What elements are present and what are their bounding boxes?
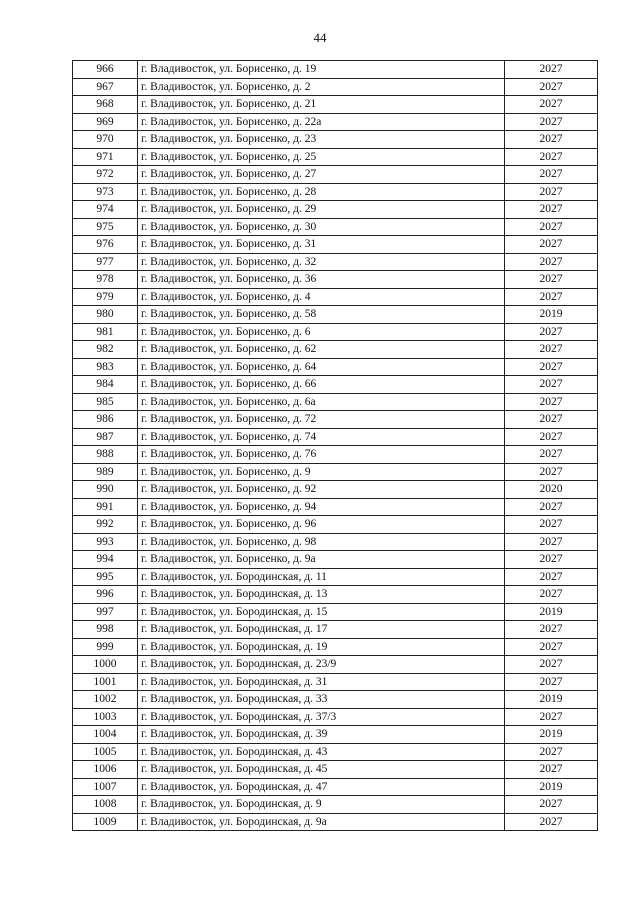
- table-row: [73, 761, 598, 779]
- table-row: [73, 586, 598, 604]
- address-cell: г. Владивосток, ул. Борисенко, д. 72: [138, 411, 505, 429]
- address-cell: г. Владивосток, ул. Бородинская, д. 17: [138, 621, 505, 639]
- table-row: [73, 691, 598, 709]
- address-cell: г. Владивосток, ул. Борисенко, д. 21: [138, 96, 505, 114]
- table-row: [73, 498, 598, 516]
- table-row: [73, 183, 598, 201]
- row-number-cell: 966: [73, 61, 138, 79]
- row-number-cell: 980: [73, 306, 138, 324]
- address-cell: г. Владивосток, ул. Борисенко, д. 6: [138, 323, 505, 341]
- address-cell: г. Владивосток, ул. Борисенко, д. 98: [138, 533, 505, 551]
- table-row: [73, 516, 598, 534]
- year-cell: 2027: [505, 218, 598, 236]
- year-cell: 2027: [505, 96, 598, 114]
- address-cell: г. Владивосток, ул. Бородинская, д. 39: [138, 726, 505, 744]
- row-number-cell: 1000: [73, 656, 138, 674]
- year-cell: 2027: [505, 516, 598, 534]
- year-cell: 2027: [505, 201, 598, 219]
- year-cell: 2027: [505, 638, 598, 656]
- row-number-cell: 1005: [73, 743, 138, 761]
- address-cell: г. Владивосток, ул. Борисенко, д. 29: [138, 201, 505, 219]
- year-cell: 2027: [505, 498, 598, 516]
- year-cell: 2027: [505, 341, 598, 359]
- address-cell: г. Владивосток, ул. Борисенко, д. 94: [138, 498, 505, 516]
- year-cell: 2019: [505, 778, 598, 796]
- table-row: [73, 533, 598, 551]
- address-cell: г. Владивосток, ул. Борисенко, д. 32: [138, 253, 505, 271]
- address-cell: г. Владивосток, ул. Бородинская, д. 33: [138, 691, 505, 709]
- address-cell: г. Владивосток, ул. Бородинская, д. 23/9: [138, 656, 505, 674]
- year-cell: 2027: [505, 393, 598, 411]
- year-cell: 2019: [505, 726, 598, 744]
- table-row: [73, 393, 598, 411]
- table-row: [73, 306, 598, 324]
- table-row: [73, 621, 598, 639]
- row-number-cell: 991: [73, 498, 138, 516]
- year-cell: 2027: [505, 358, 598, 376]
- address-cell: г. Владивосток, ул. Борисенко, д. 62: [138, 341, 505, 359]
- year-cell: 2027: [505, 288, 598, 306]
- table-row: [73, 708, 598, 726]
- row-number-cell: 973: [73, 183, 138, 201]
- table-row: [73, 253, 598, 271]
- row-number-cell: 987: [73, 428, 138, 446]
- table-row: [73, 323, 598, 341]
- year-cell: 2027: [505, 411, 598, 429]
- address-cell: г. Владивосток, ул. Борисенко, д. 22а: [138, 113, 505, 131]
- table-row: [73, 148, 598, 166]
- table-row: [73, 271, 598, 289]
- year-cell: 2019: [505, 691, 598, 709]
- year-cell: 2019: [505, 603, 598, 621]
- year-cell: 2027: [505, 113, 598, 131]
- year-cell: 2027: [505, 463, 598, 481]
- address-cell: г. Владивосток, ул. Бородинская, д. 43: [138, 743, 505, 761]
- row-number-cell: 1006: [73, 761, 138, 779]
- address-cell: г. Владивосток, ул. Борисенко, д. 92: [138, 481, 505, 499]
- year-cell: 2027: [505, 78, 598, 96]
- year-cell: 2027: [505, 166, 598, 184]
- row-number-cell: 986: [73, 411, 138, 429]
- address-cell: г. Владивосток, ул. Борисенко, д. 76: [138, 446, 505, 464]
- address-cell: г. Владивосток, ул. Бородинская, д. 37/3: [138, 708, 505, 726]
- row-number-cell: 1002: [73, 691, 138, 709]
- table-row: [73, 673, 598, 691]
- row-number-cell: 1007: [73, 778, 138, 796]
- table-row: [73, 481, 598, 499]
- row-number-cell: 968: [73, 96, 138, 114]
- address-cell: г. Владивосток, ул. Борисенко, д. 74: [138, 428, 505, 446]
- year-cell: 2027: [505, 533, 598, 551]
- row-number-cell: 990: [73, 481, 138, 499]
- row-number-cell: 972: [73, 166, 138, 184]
- table-body: [73, 61, 598, 831]
- address-cell: г. Владивосток, ул. Бородинская, д. 13: [138, 586, 505, 604]
- table-row: [73, 131, 598, 149]
- year-cell: 2027: [505, 761, 598, 779]
- row-number-cell: 970: [73, 131, 138, 149]
- table-row: [73, 61, 598, 79]
- year-cell: 2027: [505, 271, 598, 289]
- address-cell: г. Владивосток, ул. Борисенко, д. 58: [138, 306, 505, 324]
- row-number-cell: 1003: [73, 708, 138, 726]
- address-cell: г. Владивосток, ул. Борисенко, д. 64: [138, 358, 505, 376]
- address-cell: г. Владивосток, ул. Бородинская, д. 45: [138, 761, 505, 779]
- row-number-cell: 992: [73, 516, 138, 534]
- address-cell: г. Владивосток, ул. Борисенко, д. 19: [138, 61, 505, 79]
- address-cell: г. Владивосток, ул. Бородинская, д. 19: [138, 638, 505, 656]
- year-cell: 2027: [505, 148, 598, 166]
- row-number-cell: 978: [73, 271, 138, 289]
- table-row: [73, 551, 598, 569]
- address-cell: г. Владивосток, ул. Борисенко, д. 31: [138, 236, 505, 254]
- row-number-cell: 983: [73, 358, 138, 376]
- row-number-cell: 989: [73, 463, 138, 481]
- year-cell: 2027: [505, 61, 598, 79]
- table-row: [73, 743, 598, 761]
- row-number-cell: 1001: [73, 673, 138, 691]
- address-cell: г. Владивосток, ул. Борисенко, д. 66: [138, 376, 505, 394]
- table-row: [73, 113, 598, 131]
- year-cell: 2027: [505, 323, 598, 341]
- table-row: [73, 166, 598, 184]
- year-cell: 2027: [505, 236, 598, 254]
- address-cell: г. Владивосток, ул. Бородинская, д. 31: [138, 673, 505, 691]
- row-number-cell: 974: [73, 201, 138, 219]
- table-row: [73, 428, 598, 446]
- address-cell: г. Владивосток, ул. Борисенко, д. 28: [138, 183, 505, 201]
- table-row: [73, 796, 598, 814]
- year-cell: 2027: [505, 796, 598, 814]
- year-cell: 2027: [505, 586, 598, 604]
- year-cell: 2027: [505, 376, 598, 394]
- table-row: [73, 656, 598, 674]
- table-row: [73, 96, 598, 114]
- row-number-cell: 979: [73, 288, 138, 306]
- row-number-cell: 993: [73, 533, 138, 551]
- table-row: [73, 201, 598, 219]
- row-number-cell: 999: [73, 638, 138, 656]
- address-cell: г. Владивосток, ул. Борисенко, д. 25: [138, 148, 505, 166]
- address-cell: г. Владивосток, ул. Борисенко, д. 36: [138, 271, 505, 289]
- row-number-cell: 976: [73, 236, 138, 254]
- address-table: [72, 60, 598, 831]
- table-row: [73, 568, 598, 586]
- table-row: [73, 638, 598, 656]
- table-row: [73, 376, 598, 394]
- year-cell: 2027: [505, 568, 598, 586]
- row-number-cell: 969: [73, 113, 138, 131]
- table-row: [73, 411, 598, 429]
- row-number-cell: 971: [73, 148, 138, 166]
- year-cell: 2027: [505, 253, 598, 271]
- address-cell: г. Владивосток, ул. Бородинская, д. 15: [138, 603, 505, 621]
- year-cell: 2027: [505, 813, 598, 831]
- year-cell: 2027: [505, 743, 598, 761]
- row-number-cell: 988: [73, 446, 138, 464]
- row-number-cell: 996: [73, 586, 138, 604]
- year-cell: 2027: [505, 183, 598, 201]
- table-row: [73, 358, 598, 376]
- row-number-cell: 994: [73, 551, 138, 569]
- row-number-cell: 967: [73, 78, 138, 96]
- table-row: [73, 236, 598, 254]
- row-number-cell: 977: [73, 253, 138, 271]
- table-row: [73, 78, 598, 96]
- year-cell: 2027: [505, 551, 598, 569]
- address-cell: г. Владивосток, ул. Бородинская, д. 9а: [138, 813, 505, 831]
- year-cell: 2020: [505, 481, 598, 499]
- row-number-cell: 975: [73, 218, 138, 236]
- address-cell: г. Владивосток, ул. Борисенко, д. 30: [138, 218, 505, 236]
- row-number-cell: 984: [73, 376, 138, 394]
- address-cell: г. Владивосток, ул. Борисенко, д. 9: [138, 463, 505, 481]
- row-number-cell: 981: [73, 323, 138, 341]
- row-number-cell: 982: [73, 341, 138, 359]
- table-row: [73, 218, 598, 236]
- row-number-cell: 998: [73, 621, 138, 639]
- year-cell: 2027: [505, 131, 598, 149]
- row-number-cell: 997: [73, 603, 138, 621]
- page-number: 44: [313, 30, 327, 45]
- year-cell: 2027: [505, 621, 598, 639]
- address-cell: г. Владивосток, ул. Бородинская, д. 11: [138, 568, 505, 586]
- table-row: [73, 341, 598, 359]
- table-row: [73, 603, 598, 621]
- row-number-cell: 1008: [73, 796, 138, 814]
- address-cell: г. Владивосток, ул. Борисенко, д. 6а: [138, 393, 505, 411]
- address-cell: г. Владивосток, ул. Бородинская, д. 9: [138, 796, 505, 814]
- address-cell: г. Владивосток, ул. Борисенко, д. 27: [138, 166, 505, 184]
- row-number-cell: 1009: [73, 813, 138, 831]
- row-number-cell: 985: [73, 393, 138, 411]
- row-number-cell: 1004: [73, 726, 138, 744]
- address-cell: г. Владивосток, ул. Борисенко, д. 23: [138, 131, 505, 149]
- address-cell: г. Владивосток, ул. Борисенко, д. 96: [138, 516, 505, 534]
- row-number-cell: 995: [73, 568, 138, 586]
- year-cell: 2027: [505, 673, 598, 691]
- table-row: [73, 726, 598, 744]
- table-row: [73, 288, 598, 306]
- year-cell: 2027: [505, 708, 598, 726]
- address-cell: г. Владивосток, ул. Бородинская, д. 47: [138, 778, 505, 796]
- table-row: [73, 463, 598, 481]
- table-row: [73, 446, 598, 464]
- year-cell: 2027: [505, 428, 598, 446]
- table-row: [73, 778, 598, 796]
- table-row: [73, 813, 598, 831]
- address-cell: г. Владивосток, ул. Борисенко, д. 9а: [138, 551, 505, 569]
- year-cell: 2027: [505, 656, 598, 674]
- year-cell: 2027: [505, 446, 598, 464]
- address-cell: г. Владивосток, ул. Борисенко, д. 4: [138, 288, 505, 306]
- address-cell: г. Владивосток, ул. Борисенко, д. 2: [138, 78, 505, 96]
- year-cell: 2019: [505, 306, 598, 324]
